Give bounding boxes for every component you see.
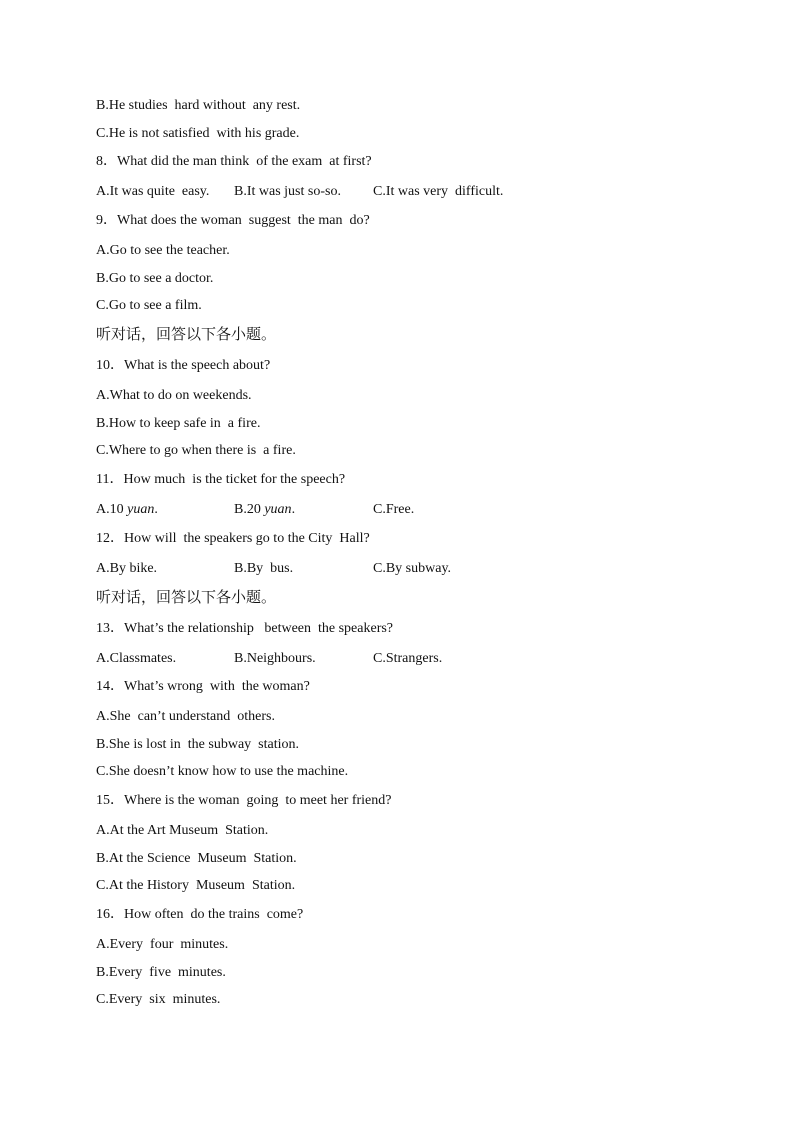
q12-option-b: B.By bus. <box>234 561 294 576</box>
q11-option-c: C.Free. <box>373 502 415 517</box>
q11-question: 11．How much is the ticket for the speech? <box>96 472 346 487</box>
q14-question: 14．What’s wrong with the woman? <box>96 679 310 694</box>
q11-option-a <box>96 501 158 519</box>
q13-options <box>96 650 443 668</box>
q11-option-a-suffix: . <box>154 502 158 517</box>
q11-option-b <box>234 501 295 519</box>
q11-options <box>96 501 415 519</box>
section-heading-1: 听对话，回答以下各小题。 <box>96 325 277 343</box>
q16-option-c: C.Every six minutes. <box>96 992 221 1007</box>
q11-option-a-prefix: A.10 <box>96 502 128 517</box>
q11-option-a-unit: yuan <box>127 502 155 517</box>
q13-option-b: B.Neighbours. <box>234 651 316 666</box>
q9-option-b: B.Go to see a doctor. <box>96 271 214 286</box>
q12-option-c: C.By subway. <box>373 561 452 576</box>
q10-option-b: B.How to keep safe in a fire. <box>96 416 261 431</box>
q11-option-b-prefix: B.20 <box>234 502 265 517</box>
q11-option-b-unit: yuan <box>264 502 292 517</box>
q7-option-b: B.He studies hard without any rest. <box>96 98 301 113</box>
q15-option-b: B.At the Science Museum Station. <box>96 851 297 866</box>
q10-option-a: A.What to do on weekends. <box>96 388 252 403</box>
q14-option-a: A.She can’t understand others. <box>96 709 275 724</box>
q12-question: 12．How will the speakers go to the City Hall? <box>96 531 370 546</box>
q9-option-a: A.Go to see the teacher. <box>96 243 230 258</box>
section-heading-2: 听对话，回答以下各小题。 <box>96 588 277 606</box>
q9-question: 9．What does the woman suggest the man do? <box>96 213 370 228</box>
q12-option-a: A.By bike. <box>96 561 158 576</box>
q15-option-a: A.At the Art Museum Station. <box>96 823 269 838</box>
q8-option-b: B.It was just so-so. <box>234 184 341 199</box>
q11-option-b-suffix: . <box>291 502 296 517</box>
q9-option-c: C.Go to see a film. <box>96 298 202 313</box>
q16-question: 16．How often do the trains come? <box>96 907 304 922</box>
q14-option-c: C.She doesn’t know how to use the machine. <box>96 764 349 779</box>
q8-options <box>96 183 504 201</box>
q8-option-a: A.It was quite easy. <box>96 184 210 199</box>
q13-option-a: A.Classmates. <box>96 651 177 666</box>
q7-option-c: C.He is not satisfied with his grade. <box>96 126 300 141</box>
q14-option-b: B.She is lost in the subway station. <box>96 737 299 752</box>
q15-option-c: C.At the History Museum Station. <box>96 878 296 893</box>
q16-option-b: B.Every five minutes. <box>96 965 226 980</box>
q10-option-c: C.Where to go when there is a fire. <box>96 443 296 458</box>
q16-option-a: A.Every four minutes. <box>96 937 229 952</box>
q13-option-c: C.Strangers. <box>373 651 443 666</box>
q8-question: 8．What did the man think of the exam at first? <box>96 154 372 169</box>
q15-question: 15．Where is the woman going to meet her friend? <box>96 793 392 808</box>
q13-question: 13．What’s the relationship between the speakers? <box>96 621 394 636</box>
q12-options <box>96 560 452 578</box>
q10-question: 10．What is the speech about? <box>96 358 271 373</box>
q8-option-c: C.It was very difficult. <box>373 184 504 199</box>
